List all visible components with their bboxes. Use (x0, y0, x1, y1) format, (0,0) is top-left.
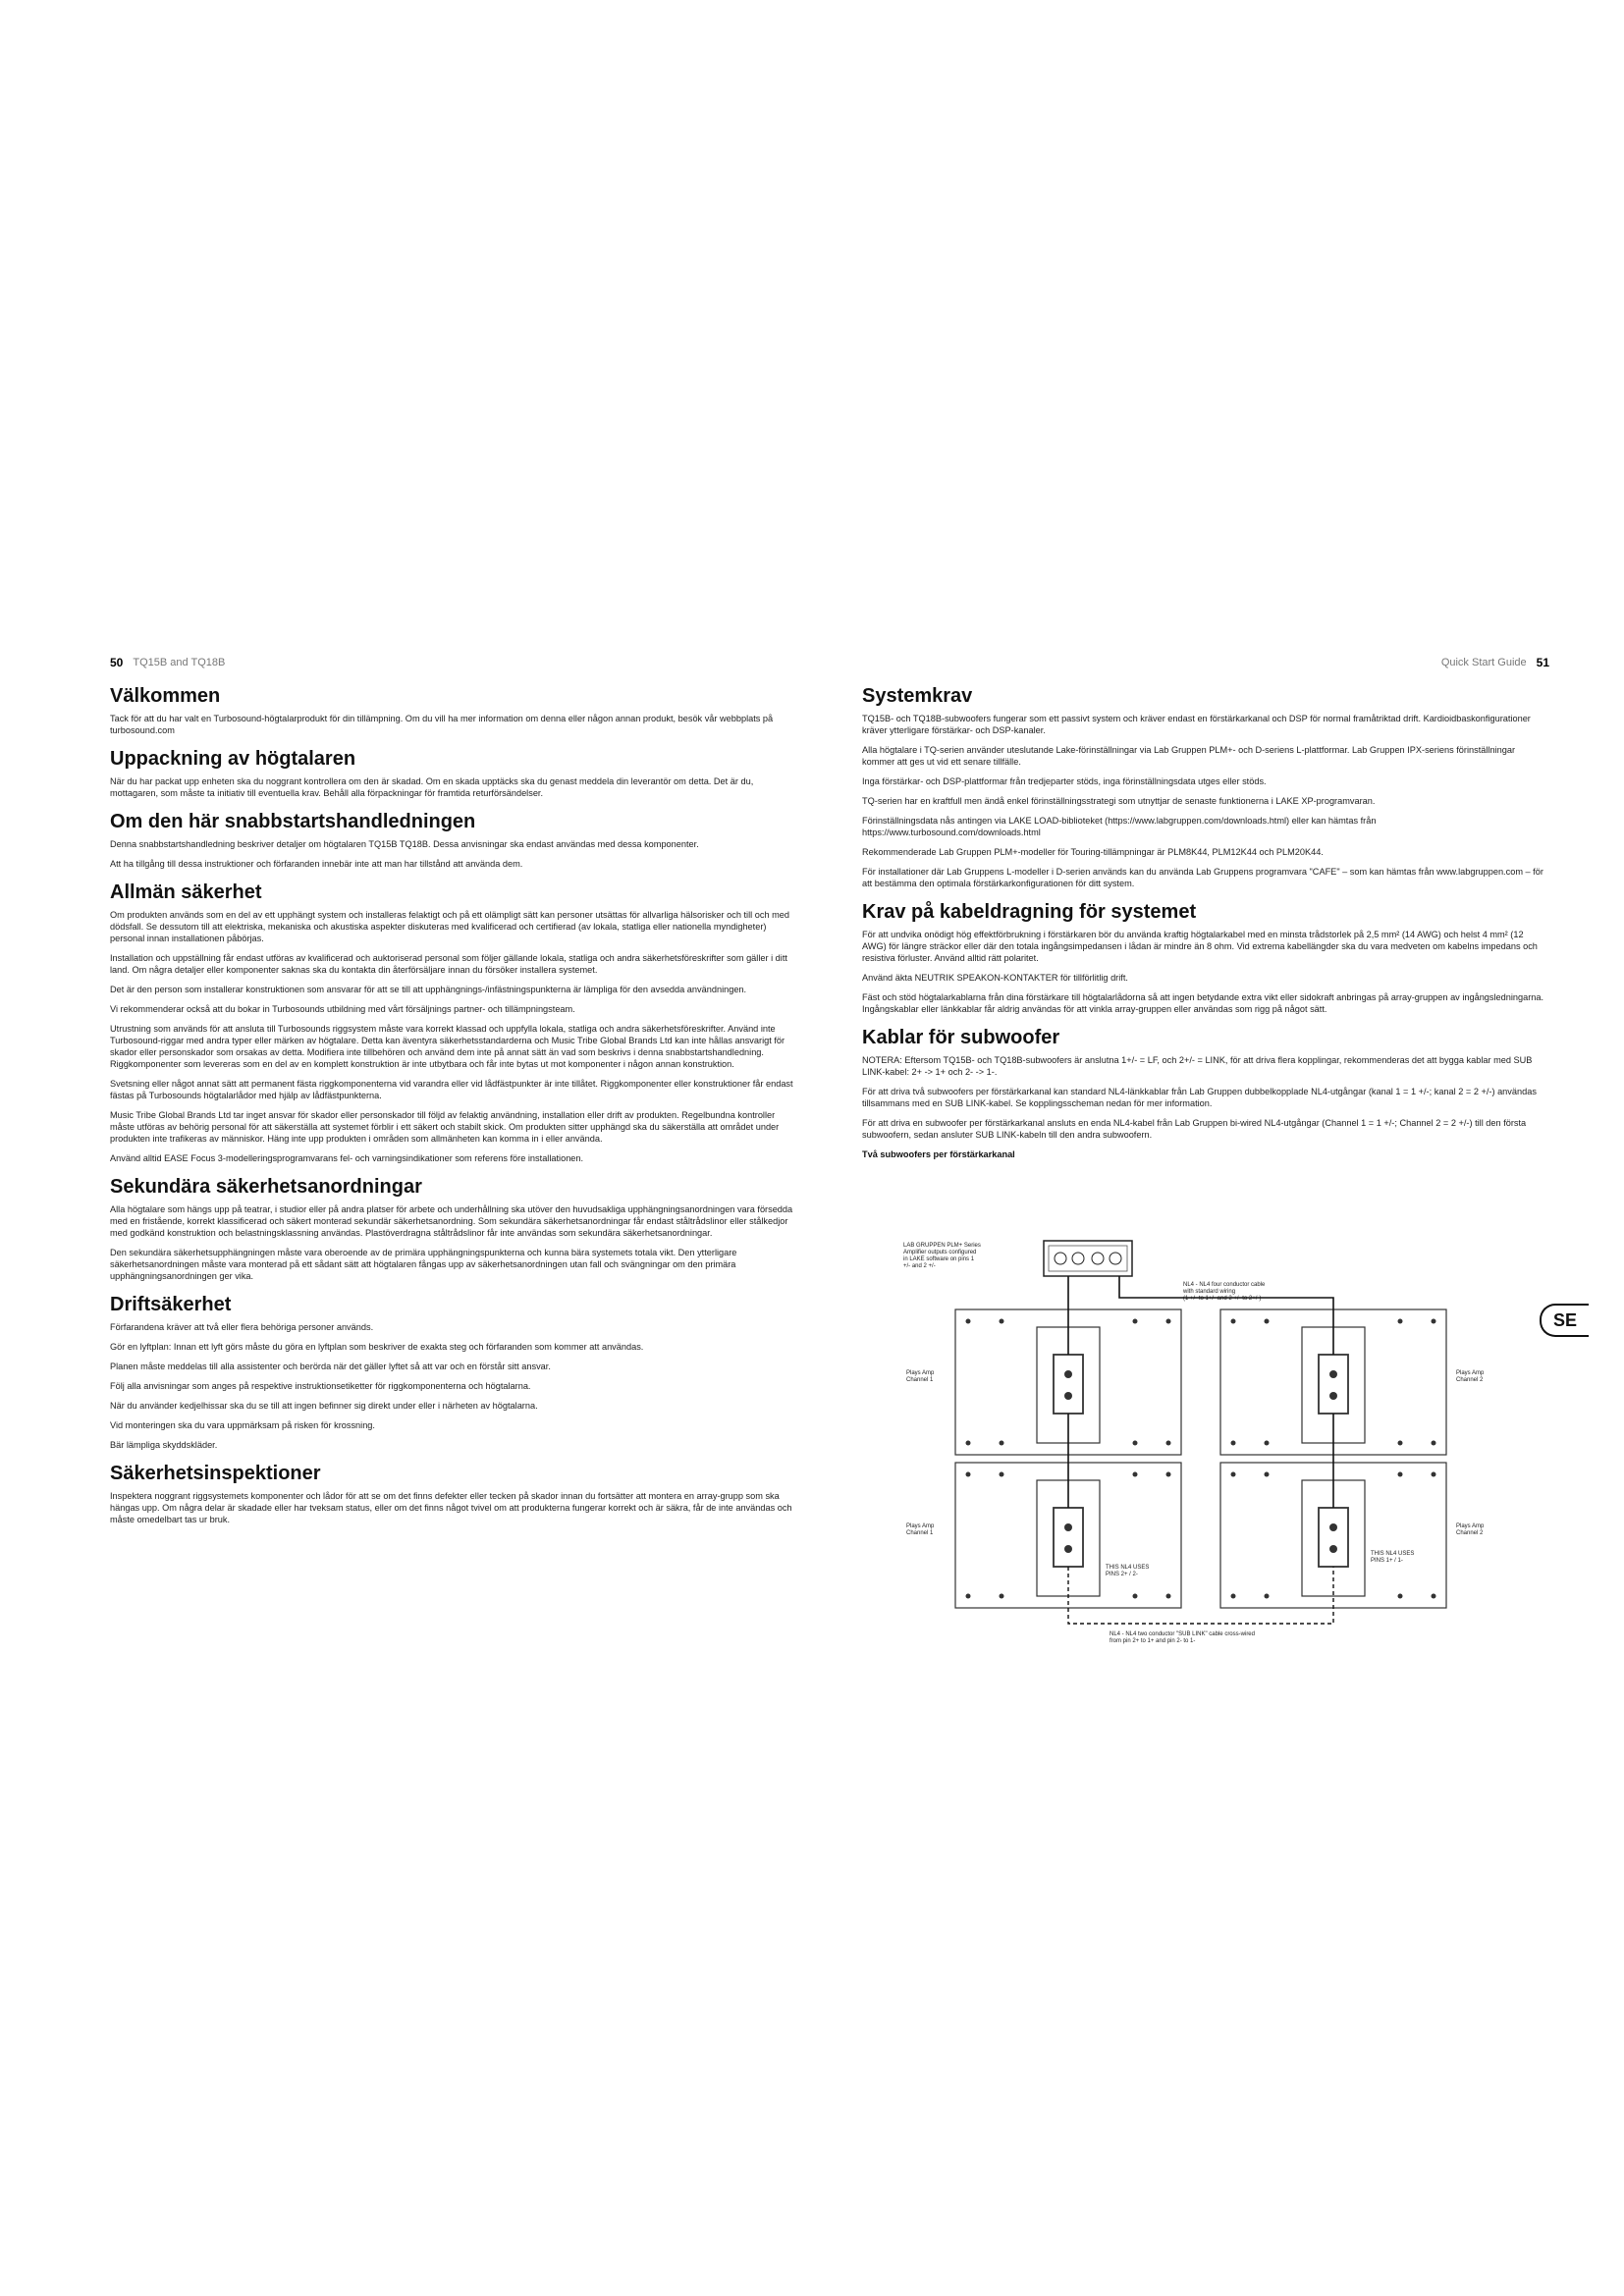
section-paragraph: Music Tribe Global Brands Ltd tar inget ansvar för skador eller personskador till följd av felaktig användning, installation eller drift av produkten. Regelbundna kontroller måste utföras av behörig personal för att säkerställa att systemet förblir i ett säkert och stabilt skick. Om produkten sitter upphängd ska du säkerställa att området under produkten inte trafikeras av människor. Häng inte upp produkten i områden som allmänheten kan komma in i eller använda. (110, 1110, 780, 1144)
section-heading: Välkommen (110, 685, 221, 707)
uses-pins-left-1: THIS NL4 USES (1106, 1565, 1150, 1571)
sublink-label-1: NL4 - NL4 two conductor "SUB LINK" cable cross-wired (1110, 1631, 1255, 1637)
section-paragraph: Använd äkta NEUTRIK SPEAKON-KONTAKTER för tillförlitlig drift. (862, 973, 1128, 983)
amp-label-1: LAB GRUPPEN PLM+ Series (903, 1243, 981, 1249)
section-paragraph: Förfarandena kräver att två eller flera behöriga personer används. (110, 1322, 374, 1332)
amp-label-2: Amplifier outputs configured (903, 1250, 977, 1255)
plays-amp-ch1-top-2: Channel 1 (906, 1377, 934, 1383)
section-paragraph: Att ha tillgång till dessa instruktioner och förfaranden innebär inte att man har tillstånd att använda dem. (110, 859, 523, 869)
right-page (862, 652, 1549, 1168)
section-paragraph: För att driva två subwoofers per förstärkarkanal kan standard NL4-länkkablar från Lab Gruppen dubbelkopplade NL4-utgångar (kanal 1 = 1 +/-; kanal 2 = 2 +/-) användas tillsammans med en SUB LINK-kabel. Se kopplingsscheman nedan för mer information. (862, 1087, 1537, 1108)
plays-amp-ch1-bottom-1: Plays Amp (906, 1523, 935, 1529)
uses-pins-left-2: PINS 2+ / 2- (1106, 1572, 1138, 1577)
section-heading: Driftsäkerhet (110, 1294, 232, 1315)
right-page-header (862, 652, 1549, 673)
section-paragraph: Vi rekommenderar också att du bokar in Turbosounds utbildning med vårt försäljnings partner- och tillämpningsteam. (110, 1004, 575, 1014)
section-paragraph: Rekommenderade Lab Gruppen PLM+-modeller för Touring-tillämpningar är PLM8K44, PLM12K44 och PLM20K44. (862, 847, 1324, 857)
section-heading: Om den här snabbstartshandledningen (110, 811, 476, 832)
nl4-cable-label-1: NL4 - NL4 four conductor cable (1183, 1282, 1266, 1288)
uses-pins-right-2: PINS 1+ / 1- (1371, 1558, 1403, 1564)
section-heading: Krav på kabeldragning för systemet (862, 901, 1197, 923)
plays-amp-ch2-bottom-2: Channel 2 (1456, 1530, 1484, 1536)
cabinet-fixing-dots (966, 1319, 1436, 1599)
section-paragraph: Följ alla anvisningar som anges på respektive instruktionsetiketter för riggkomponenterna och högtalarna. (110, 1381, 531, 1391)
section-paragraph: Fäst och stöd högtalarkablarna från dina förstärkare till högtalarlådorna så att ingen betydande extra vikt eller sidokraft anbringas på array-gruppen av ingångsledningarna. Ingångskablar eller länkkablar får aldrig användas för att vinkla array-gruppen eller användas som rigg på något sätt. (862, 992, 1544, 1014)
section-paragraph: När du har packat upp enheten ska du noggrant kontrollera om den är skadad. Om en skada upptäcks ska du genast meddela din leverantör om detta. Det är du, mottagaren, som måste ta initiativ till eventuella krav. Behåll alla förpackningar för framtida returförsändelser. (110, 776, 754, 798)
section-paragraph: Det är den person som installerar konstruktionen som ansvarar för att se till att upphängnings-/infästningspunkterna är lämpliga för den avsedda användningen. (110, 985, 747, 994)
nl4-cable-label-3: (1 +/- to 1+/- and 2 +/- to 2+/-) (1183, 1296, 1262, 1302)
section-paragraph: Alla högtalare i TQ-serien använder uteslutande Lake-förinställningar via Lab Gruppen PLM+- och D-seriens L-plattformar. Lab Gruppen IPX-seriens förinställningar kommer att ges ut vid ett senare tillfälle. (862, 745, 1516, 767)
sublink-label-2: from pin 2+ to 1+ and pin 2- to 1- (1110, 1638, 1196, 1644)
subwoofer-wiring-diagram (901, 1239, 1494, 1651)
left-running-title: TQ15B and TQ18B (133, 657, 226, 668)
right-page-number: 51 (1536, 656, 1549, 669)
section-heading: Uppackning av högtalaren (110, 748, 356, 770)
section-paragraph: Installation och uppställning får endast utföras av kvalificerad och auktoriserad personal som följer gällande lokala, statliga och andra säkerhetsföreskrifter som gäller i ditt land. Om några detaljer eller komponenter saknas ska du kontakta din återförsäljare innan du försöker installera systemet. (110, 953, 787, 975)
language-tab-se: SE (1540, 1304, 1589, 1337)
plays-amp-ch2-bottom-1: Plays Amp (1456, 1523, 1485, 1529)
right-sections (862, 685, 1549, 1141)
amplifier-unit (1044, 1241, 1132, 1276)
section-paragraph: Svetsning eller något annat sätt att permanent fästa riggkomponenterna vid varandra eller vid lådfästpunkter är inte tillåtet. Riggkomponenter eller konstruktioner får endast fästas på Turbosounds högtalarlådor med hjälp av lådfästpunkterna. (110, 1079, 793, 1100)
section-paragraph: Om produkten används som en del av ett upphängt system och installeras felaktigt och på ett olämpligt sätt kan personer utsättas för allvarliga hälsorisker och till och med dödsfall. Se dessutom till att elektriska, mekaniska och akustiska aspekter diskuteras med kvalificerad och certifierad (av lokala, statliga eller nationella myndigheter) personal innan installationen påbörjas. (110, 910, 789, 943)
left-sections (110, 685, 797, 1525)
plays-amp-ch1-top-1: Plays Amp (906, 1370, 935, 1376)
section-paragraph: Inga förstärkar- och DSP-plattformar från tredjeparter stöds, inga förinställningsdata utges eller stöds. (862, 776, 1267, 786)
section-paragraph: TQ-serien har en kraftfull men ändå enkel förinställningsstrategi som utnyttjar de senaste funktionerna i LAKE XP-programvaran. (862, 796, 1376, 806)
diagram-caption: Två subwoofers per förstärkarkanal (862, 1149, 1015, 1159)
section-heading: Säkerhetsinspektioner (110, 1463, 321, 1484)
nl4-cable-label-2: with standard wiring (1183, 1289, 1236, 1295)
left-page-header (110, 652, 797, 673)
section-paragraph: Förinställningsdata nås antingen via LAKE LOAD-biblioteket (https://www.labgruppen.com/downloads.html) eller kan hämtas från https://www.turbosound.com/downloads.html (862, 816, 1377, 837)
section-paragraph: TQ15B- och TQ18B-subwoofers fungerar som ett passivt system och kräver endast en förstärkarkanal och DSP för normal framåtriktad drift. Kardioidbaskonfigurationer kräver ytterligare förstärkar- och DSP-kanaler. (862, 714, 1531, 735)
wiring-diagram-svg (901, 1239, 1494, 1651)
section-paragraph: Alla högtalare som hängs upp på teatrar, i studior eller på andra platser för arbete och underhållning ska utöver den huvudsakliga upphängningsanordningen vara försedda med en fristående, korrekt klassificerad och säkert monterad sekundär säkerhetsanordning. Som sekundära säkerhetsanordningar får endast ståltrådslinor eller stålkedjor med godkänd konstruktion och belastningsklassning användas. Plastöverdragna ståltrådslinor får inte användas som sekundära säkerhetsanordningar. (110, 1204, 793, 1238)
amp-label-4: +/- and 2 +/- (903, 1263, 936, 1269)
section-paragraph: När du använder kedjelhissar ska du se till att ingen befinner sig direkt under eller i närheten av högtalarna. (110, 1401, 538, 1411)
section-heading: Systemkrav (862, 685, 973, 707)
left-page (110, 652, 797, 1533)
section-paragraph: Den sekundära säkerhetsupphängningen måste vara oberoende av de primära upphängningspunkterna och kunna bära systemets totala vikt. Den ytterligare säkerhetsanordningen måste vara monterad på ett sådant sätt att högtalaren fångas upp av säkerhetsanordningen utan fall och svängningar om den primära upphängningsanordningen ger vika. (110, 1248, 737, 1281)
section-heading: Sekundära säkerhetsanordningar (110, 1176, 422, 1198)
plays-amp-ch2-top-1: Plays Amp (1456, 1370, 1485, 1376)
plays-amp-ch2-top-2: Channel 2 (1456, 1377, 1484, 1383)
amp-label-3: in LAKE software on pins 1 (903, 1256, 975, 1262)
section-paragraph: Bär lämpliga skyddskläder. (110, 1440, 218, 1450)
plays-amp-ch1-bottom-2: Channel 1 (906, 1530, 934, 1536)
right-running-title: Quick Start Guide (1440, 657, 1527, 668)
section-paragraph: Inspektera noggrant riggsystemets komponenter och lådor för att se om det finns defekter eller tecken på skador innan du fortsätter att montera en array-grupp som ska hängas upp. Om några delar är skadade eller har tveksam status, eller om det finns något tvivel om att produkterna fungerar korrekt och är säkra, får de inte användas och måste omedelbart tas ur bruk. (110, 1491, 792, 1524)
section-paragraph: Planen måste meddelas till alla assistenter och berörda när det gäller lyftet så att var och en förstår sitt ansvar. (110, 1362, 551, 1371)
section-paragraph: Gör en lyftplan: Innan ett lyft görs måste du göra en lyftplan som beskriver de exakta steg och förfaranden som kommer att användas. (110, 1342, 644, 1352)
section-paragraph: Denna snabbstartshandledning beskriver detaljer om högtalaren TQ15B TQ18B. Dessa anvisningar ska endast användas med dessa komponenter. (110, 839, 699, 849)
section-heading: Allmän säkerhet (110, 881, 262, 903)
section-paragraph: För att undvika onödigt hög effektförbrukning i förstärkaren bör du använda kraftig högtalarkabel med en minsta trådstorlek på 2,5 mm² (14 AWG) och helst 4 mm² (12 AWG) för längre sträckor eller där den totala ingångsimpedansen i lådan är mindre än 8 ohm. Vid extrema kabellängder ska du vara medveten om kabelns impedans och resistiva förluster. Använd alltid rätt polaritet. (862, 930, 1538, 963)
section-paragraph: NOTERA: Eftersom TQ15B- och TQ18B-subwoofers är anslutna 1+/- = LF, och 2+/- = LINK, för att driva flera kopplingar, rekommenderas det att bygga kablar med SUB LINK-kabel: 2+ -> 1+ och 2- -> 1-. (862, 1055, 1533, 1077)
left-page-number: 50 (110, 656, 124, 669)
section-heading: Kablar för subwoofer (862, 1027, 1060, 1048)
nl4-cables (1068, 1276, 1333, 1508)
section-paragraph: Använd alltid EASE Focus 3-modelleringsprogramvarans fel- och varningsindikationer som referens före installationen. (110, 1153, 584, 1163)
uses-pins-right-1: THIS NL4 USES (1371, 1551, 1415, 1557)
section-paragraph: Tack för att du har valt en Turbosound-högtalarprodukt för din tillämpning. Om du vill ha mer information om denna eller någon annan produkt, besök vår webbplats på turbosound.com (110, 714, 774, 735)
section-paragraph: För att driva en subwoofer per förstärkarkanal ansluts en enda NL4-kabel från Lab Gruppen bi-wired NL4-utgångar (Channel 1 = 1 +/-; Channel 2 = 2 +/-) till den första subwoofern, sedan ansluter SUB LINK-kabeln till den andra subwoofern. (862, 1118, 1527, 1140)
section-paragraph: För installationer där Lab Gruppens L-modeller i D-serien används kan du använda Lab Gruppens programvara "CAFE" – som kan hämtas från www.labgruppen.com – för att bestämma den optimala förstärkarkonfigurationen för ditt system. (862, 867, 1543, 888)
section-paragraph: Utrustning som används för att ansluta till Turbosounds riggsystem måste vara korrekt klassad och uppfylla lokala, statliga och andra säkerhetsföreskrifter. Använd inte Turbosound-riggar med andra typer eller märken av högtalare. Detta kan äventyra säkerhetsstandarderna och Music Tribe Global Brands Ltd kan inte hållas ansvarigt för skador eller personskador som orsakas av detta. Modifiera inte tillbehören och använd dem inte på annat sätt än vad som beskrivs i denna snabbstartshandledning. Riggkomponenter som levereras som en del av en komplett konstruktion är inte utbytbara och får inte bytas ut mot komponenter i någon annan konstruktion. (110, 1024, 785, 1069)
section-paragraph: Vid monteringen ska du vara uppmärksam på risken för krossning. (110, 1420, 375, 1430)
